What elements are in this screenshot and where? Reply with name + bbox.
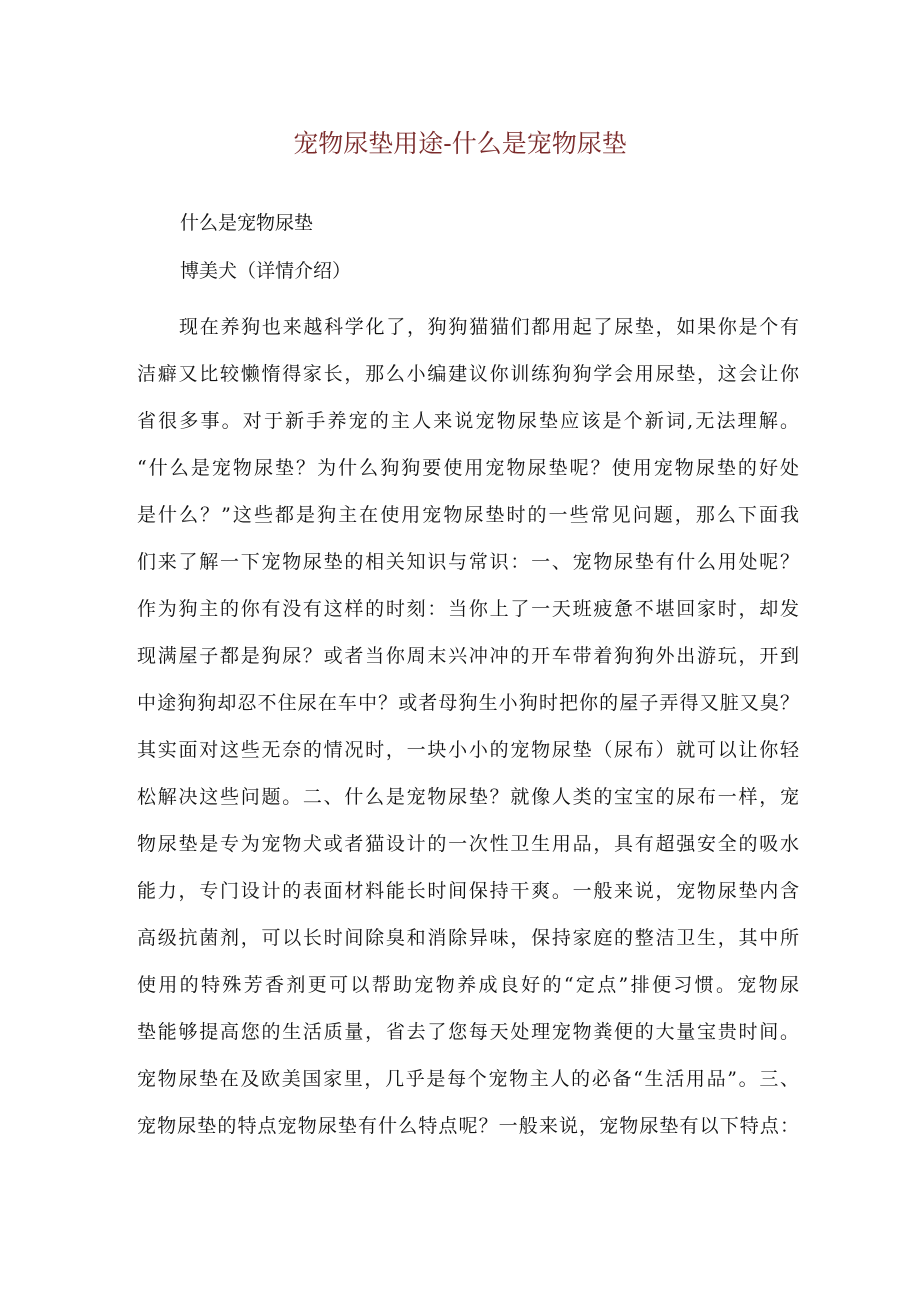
body-line: 现在养狗也来越科学化了，狗狗猫猫们都用起了尿垫，如果你是个有	[179, 316, 799, 338]
subheading-pomeranian: 博美犬（详情介绍）	[180, 260, 352, 282]
body-paragraph	[137, 304, 799, 1150]
body-line: 省很多事。对于新手养宠的主人来说宠物尿垫应该是个新词,无法理解。	[137, 410, 799, 432]
body-line: 松解决这些问题。二、什么是宠物尿垫？就像人类的宝宝的尿布一样，宠	[137, 786, 799, 808]
document-title: 宠物尿垫用途-什么是宠物尿垫	[293, 129, 627, 158]
body-line: 垫能够提高您的生活质量，省去了您每天处理宠物粪便的大量宝贵时间。	[137, 1021, 799, 1043]
body-line: 现满屋子都是狗尿？或者当你周末兴冲冲的开车带着狗狗外出游玩，开到	[137, 645, 799, 667]
body-line: 高级抗菌剂，可以长时间除臭和消除异味，保持家庭的整洁卫生，其中所	[137, 927, 799, 949]
body-line: 洁癖又比较懒惰得家长，那么小编建议你训练狗狗学会用尿垫，这会让你	[137, 363, 799, 385]
subheading-what-is-pet-pad: 什么是宠物尿垫	[180, 212, 314, 234]
body-line: 作为狗主的你有没有这样的时刻：当你上了一天班疲惫不堪回家时，却发	[137, 598, 799, 620]
body-line: 使用的特殊芳香剂更可以帮助宠物养成良好的“定点”排便习惯。宠物尿	[137, 974, 799, 996]
body-line: 宠物尿垫的特点宠物尿垫有什么特点呢？一般来说，宠物尿垫有以下特点：	[137, 1115, 799, 1137]
body-line: 其实面对这些无奈的情况时，一块小小的宠物尿垫（尿布）就可以让你轻	[137, 739, 799, 761]
body-line: 们来了解一下宠物尿垫的相关知识与常识：一、宠物尿垫有什么用处呢？	[137, 551, 799, 573]
body-line: 是什么？”这些都是狗主在使用宠物尿垫时的一些常见问题，那么下面我	[137, 504, 799, 526]
body-line: 宠物尿垫在及欧美国家里，几乎是每个宠物主人的必备“生活用品”。三、	[137, 1068, 799, 1090]
body-line: 能力，专门设计的表面材料能长时间保持干爽。一般来说，宠物尿垫内含	[137, 880, 799, 902]
body-line: “什么是宠物尿垫？为什么狗狗要使用宠物尿垫呢？使用宠物尿垫的好处	[137, 457, 799, 479]
body-line: 中途狗狗却忍不住尿在车中？或者母狗生小狗时把你的屋子弄得又脏又臭？	[137, 692, 799, 714]
body-line: 物尿垫是专为宠物犬或者猫设计的一次性卫生用品，具有超强安全的吸水	[137, 833, 799, 855]
